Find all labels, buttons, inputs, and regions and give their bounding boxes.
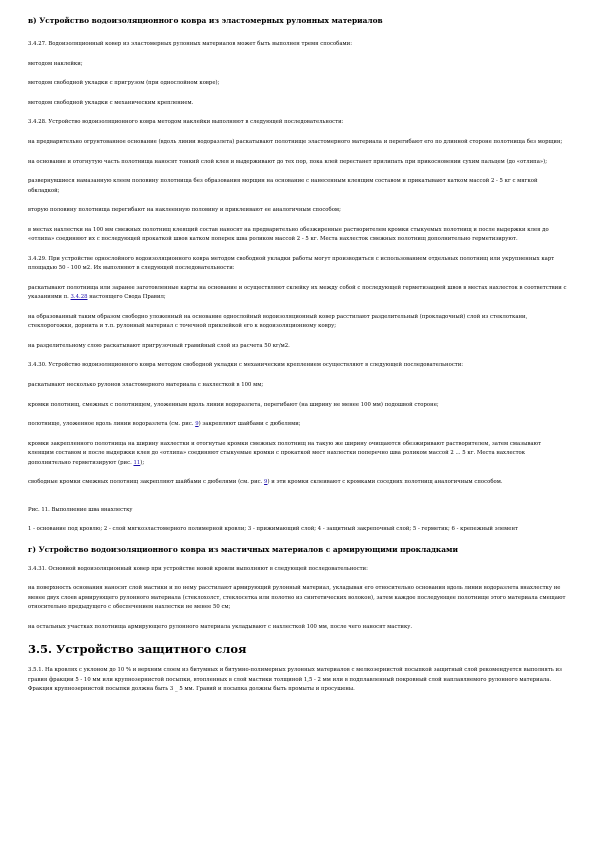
figure-link[interactable]: 9 bbox=[195, 421, 199, 428]
figure-link[interactable]: 11 bbox=[133, 459, 141, 466]
method-list-item: методом свободной укладки с механическим креплением. bbox=[28, 99, 194, 106]
step-paragraph bbox=[28, 284, 568, 303]
text-run: настоящего Свода Правил; bbox=[87, 294, 166, 301]
text-run: раскатывают полотнища или заранее заготовленные карты на основание и осуществляют склейку их между собой с последующей герметизацией швов в местах нахлесток в соответствии с указаниями п. bbox=[28, 284, 567, 301]
paragraph-3-4-30: 3.4.30. Устройство водоизоляционного ковра методом свободной укладки с механическим креплением осуществляют в следующей последовательности: bbox=[28, 362, 464, 369]
figure-link[interactable]: 9 bbox=[264, 479, 268, 486]
text-run: кромки закрепленного полотнища на ширину нахлестки и отогнутые кромки смежных полотнищ на такую же ширину очищаются обезжиривают растворителем, затем смазывают клеящим составом и после выдержки клея до «отлипа» соединяют стыкуемые кромки с прокаткой мест нахлестки поперечно шва роликом массой 2 ... 5 кг. Места нахлесток дополнительно герметизируют (рис. bbox=[28, 440, 542, 466]
step-paragraph: кромки полотнищ, смежных с полотнищем, уложенным вдоль линии водоразлета, перегибают (на ширину не менее 100 мм) подошвой стороне; bbox=[28, 401, 439, 408]
section-3-5-title: 3.5. Устройство защитного слоя bbox=[28, 642, 247, 657]
section-v-title: в) Устройство водоизоляционного ковра из эластомерных рулонных материалов bbox=[28, 16, 383, 25]
figure-legend: 1 - основание под кровлю; 2 - слой мягкоэластомерного полимерной кровли; 3 - прижимающий слой; 4 - защитный закрепочный слой; 5 - герметик; 6 - крепежный элемент bbox=[28, 526, 518, 533]
step-paragraph: раскатывают несколько рулонов эластомерного материала с нахлесткой в 100 мм; bbox=[28, 381, 264, 388]
step-paragraph: на основание и отогнутую часть полотнища наносят тонкий слой клея и выдерживают до тех пор, пока клей перестанет прилипать при прикосновении сухим пальцем (до «отлипа»); bbox=[28, 158, 548, 165]
paragraph-3-4-29: 3.4.29. При устройстве однослойного водоизоляционного ковра методом свободной укладки работы могут производиться с использованием отдельных полотнищ или укрупненных карт площадью 50 - 100 м2. Их выполняют в следующей последовательности: bbox=[28, 255, 555, 272]
paragraph-3-4-31: 3.4.31. Основной водоизоляционный ковер при устройстве новой кровли выполняют в следующей последовательности: bbox=[28, 565, 368, 572]
method-list-item: методом свободной укладки с пригрузом (при однослойном ковре); bbox=[28, 80, 220, 87]
step-paragraph: на образованный таким образом свободно уложенный на основание однослойный водоизоляционный ковер расстилают разделительный (прокладочный) слой из стеклоткани, стеклорогожки, дорнита и т.п. рулонный материал с точечной приклейкой его к водоизоляционному ковру; bbox=[28, 313, 528, 330]
step-paragraph: развернувшиеся намазанную клеем половину полотнища без образования морщин на основание с нанесенным клеящим составом и прикатывают катком массой 2 - 5 кг с мягкой обкладкой; bbox=[28, 178, 538, 194]
step-paragraph: вторую половину полотнища перегибают на наклеенную половину и приклеивают ее аналогичным способом; bbox=[28, 207, 341, 214]
section-g-title: г) Устройство водоизоляционного ковра из мастичных материалов с армирующими прокладками bbox=[28, 544, 458, 554]
figure-caption: Рис. 11. Выполнение шва внахлестку bbox=[28, 506, 133, 513]
document-page bbox=[28, 16, 568, 705]
text-run: ); bbox=[140, 459, 145, 466]
step-paragraph: на остальных участках полотнища армирующего рулонного материала укладывают с нахлесткой 100 мм, после чего наносят мастику. bbox=[28, 623, 413, 630]
text-run: свободные кромки смежных полотнищ закрепляют шайбами с дюбелями (см. рис. bbox=[28, 479, 265, 486]
paragraph-3-4-27: 3.4.27. Водоизоляционный ковер из эластомерных рулонных материалов может быть выполнен тремя способами: bbox=[28, 41, 353, 47]
clause-link[interactable]: 3.4.28 bbox=[70, 294, 88, 301]
paragraph-3-4-28: 3.4.28. Устройство водоизоляционного ковра методом наклейки выполняют в следующей последовательности: bbox=[28, 119, 344, 126]
step-paragraph: на разделительному слою раскатывают пригрузочный гравийный слой из расчета 50 кг/м2. bbox=[28, 342, 290, 349]
text-run: ) и эти кромки склеивают с кромками соседних полотнищ аналогичным способом. bbox=[267, 479, 503, 486]
step-paragraph: в местах нахлестки на 100 мм смежных полотнищ клеящий состав наносят на предварительно обезжиренные растворителем кромки стыкуемых полотнищ и после выдержки клея до «отлипа» соединяют их с последующей прокаткой швов катком поперек шва роликом массой 2 - 5 кг. Места нахлесток смежных полотнищ дополнительно герметизируют. bbox=[28, 226, 549, 243]
step-paragraph bbox=[28, 420, 568, 429]
step-paragraph: на предварительно огрунтованное основание (вдоль линии водоразлета) раскатывают полотнище эластомерного материала и перегибают его по длинной стороне полотнища без морщин; bbox=[28, 138, 563, 145]
paragraph-3-5-1: 3.5.1. На кровлях с уклоном до 10 % и верхним слоем из битумных и битумно-полимерных рулонных материалов с мелкозернистой посыпкой защитный слой рекомендуется выполнять из гравия фракции 5 - 10 мм или крупнозернистой посыпки, втопленных в слой мастики толщиной 1,5 - 2 мм или в подплавленный покровный слой наплавляемого рулонного материала. Фракция крупнозернистой посыпки должна быть 3 _ 5 мм. Гравий и посыпка должны быть промыты и просушены. bbox=[28, 667, 562, 693]
step-paragraph bbox=[28, 440, 568, 468]
text-run: ) закрепляют шайбами с дюбелями; bbox=[198, 421, 301, 428]
method-list-item: методом наклейки; bbox=[28, 60, 83, 67]
spacer bbox=[28, 498, 568, 506]
step-paragraph bbox=[28, 478, 568, 487]
step-paragraph: на поверхность основания наносят слой мастики и по нему расстилают армирующий рулонный материал, укладывая его относительно основания вдоль линии водоразлета внахлестку не менее двух слоев армирующего рулонного материала (стеклохолст, стеклосетка или полотно из синтетических волокон), затем каждое последующее полотнище этого материала смещают относительно предыдущего с обеспечением нахлестки не менее 50 см; bbox=[28, 585, 566, 611]
text-run: полотнище, уложенное вдоль линии водоразлета (см. рис. bbox=[28, 421, 196, 428]
